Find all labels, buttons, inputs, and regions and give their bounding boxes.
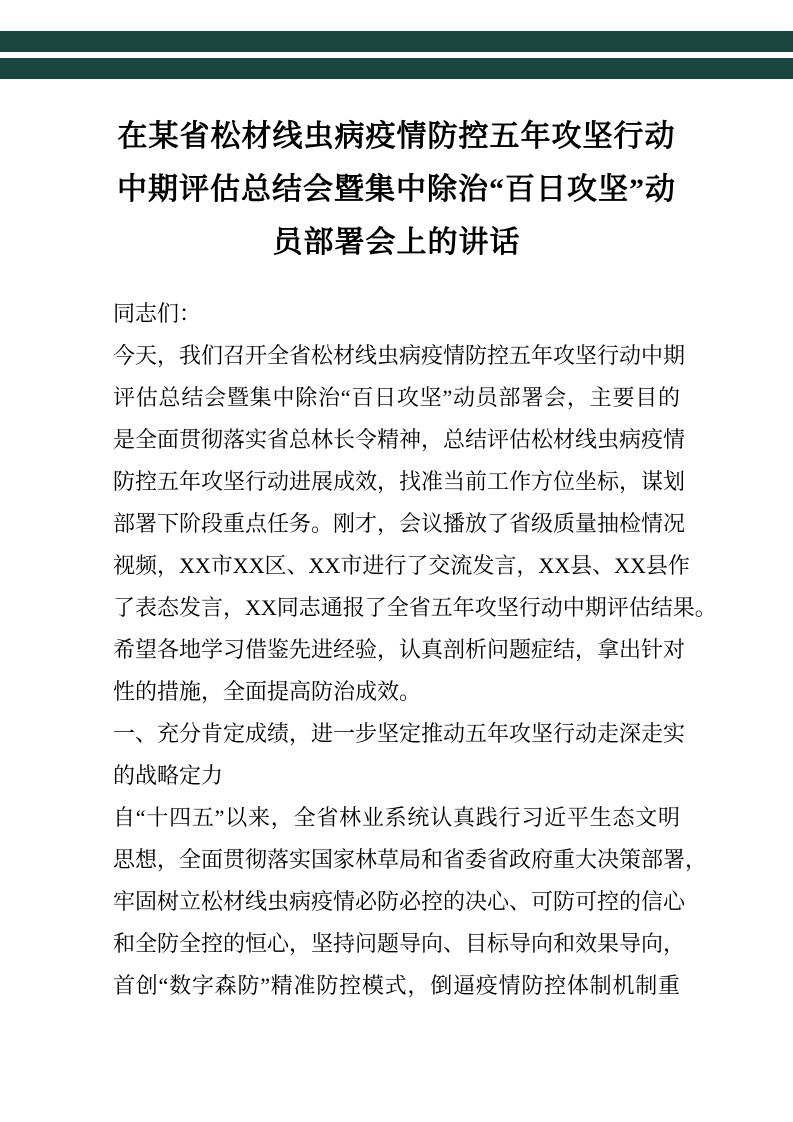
body-line: 今天，我们召开全省松材线虫病疫情防控五年攻坚行动中期 — [113, 343, 686, 368]
document-title — [0, 110, 793, 269]
body-line: 防控五年攻坚行动进展成效，找准当前工作方位坐标，谋划 — [113, 469, 686, 494]
body-line: 自“十四五”以来，全省林业系统认真践行习近平生态文明 — [113, 805, 680, 830]
body-line: 部署下阶段重点任务。刚才，会议播放了省级质量抽检情况 — [113, 511, 686, 536]
body-line: 了表态发言，XX同志通报了全省五年攻坚行动中期评估结果。 — [113, 595, 717, 620]
document-title-line-3: 员部署会上的讲话 — [272, 226, 521, 259]
body-line: 和全防全控的恒心，坚持问题导向、目标导向和效果导向， — [113, 931, 686, 956]
body-line: 思想，全面贯彻落实国家林草局和省委省政府重大决策部署， — [113, 847, 708, 872]
body-line-section-heading: 一、充分肯定成绩，进一步坚定推动五年攻坚行动走深走实 — [113, 721, 686, 746]
body-line: 视频，XX市XX区、XX市进行了交流发言，XX县、XX县作 — [113, 553, 690, 578]
body-line: 评估总结会暨集中除治“百日攻坚”动员部署会，主要目的 — [113, 385, 680, 410]
decorative-top-bar-2 — [0, 58, 793, 79]
body-line: 希望各地学习借鉴先进经验，认真剖析问题症结，拿出针对 — [113, 637, 686, 662]
document-body — [113, 293, 717, 1007]
body-line-truncated: 首创“数字森防”精准防控模式，倒逼疫情防控体制机制重 — [113, 973, 680, 998]
document-title-line-2: 中期评估总结会暨集中除治“百日攻坚”动 — [117, 173, 676, 206]
decorative-top-bar-1 — [0, 31, 793, 52]
body-line-paragraph-end: 性的措施，全面提高防治成效。 — [113, 679, 422, 704]
body-line: 牢固树立松材线虫病疫情必防必控的决心、可防可控的信心 — [113, 889, 686, 914]
document-title-line-1: 在某省松材线虫病疫情防控五年攻坚行动 — [117, 120, 676, 153]
body-line-salutation: 同志们： — [113, 301, 202, 326]
body-line-section-heading-end: 的战略定力 — [113, 763, 224, 788]
body-line: 是全面贯彻落实省总林长令精神，总结评估松材线虫病疫情 — [113, 427, 686, 452]
